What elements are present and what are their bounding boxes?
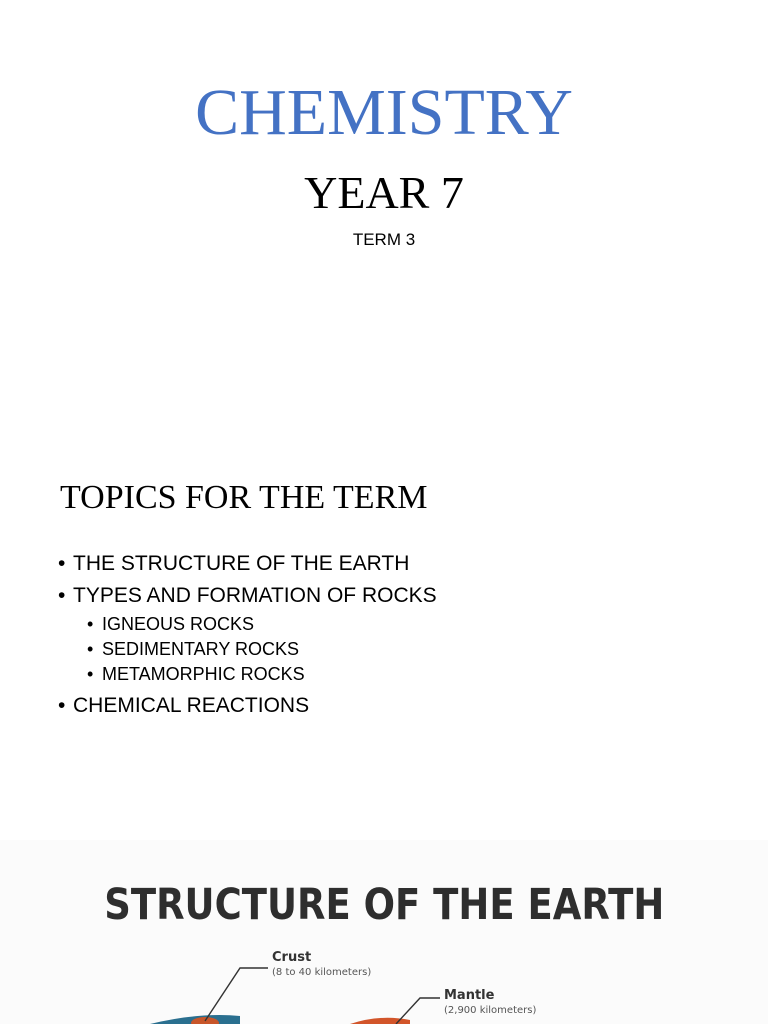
topic-text: CHEMICAL REACTIONS	[73, 694, 310, 717]
slide-term: TERM 3	[352, 230, 416, 249]
mantle-label: Mantle	[444, 988, 495, 1003]
earth-structure-slide	[0, 840, 768, 1024]
bullet-icon: •	[87, 664, 94, 684]
crust-detail: (8 to 40 kilometers)	[272, 967, 372, 978]
topics-heading: TOPICS FOR THE TERM	[60, 479, 428, 516]
topics-list	[58, 548, 738, 722]
crust-leader-line	[205, 968, 268, 1021]
slide-title: CHEMISTRY	[195, 76, 573, 149]
list-item	[58, 548, 738, 580]
bullet-icon: •	[58, 552, 66, 575]
list-item	[58, 612, 738, 637]
list-item	[58, 662, 738, 687]
topic-text: IGNEOUS ROCKS	[102, 614, 255, 634]
topic-text: TYPES AND FORMATION OF ROCKS	[73, 584, 437, 607]
topic-text: METAMORPHIC ROCKS	[102, 664, 305, 684]
earth-diagram	[0, 840, 768, 1024]
bullet-icon: •	[58, 584, 66, 607]
title-slide	[0, 0, 768, 440]
list-item	[58, 580, 738, 612]
bullet-icon: •	[87, 614, 94, 634]
bullet-icon: •	[87, 639, 94, 659]
crust-label: Crust	[272, 950, 312, 965]
mantle-detail: (2,900 kilometers)	[444, 1005, 537, 1016]
earth-structure-title: STRUCTURE OF THE EARTH	[104, 880, 665, 930]
topics-slide	[0, 440, 768, 840]
bullet-icon: •	[58, 694, 66, 717]
list-item	[58, 637, 738, 662]
topic-text: SEDIMENTARY ROCKS	[102, 639, 300, 659]
list-item	[58, 690, 738, 722]
slide-subtitle: YEAR 7	[304, 167, 464, 218]
topic-text: THE STRUCTURE OF THE EARTH	[73, 552, 410, 575]
